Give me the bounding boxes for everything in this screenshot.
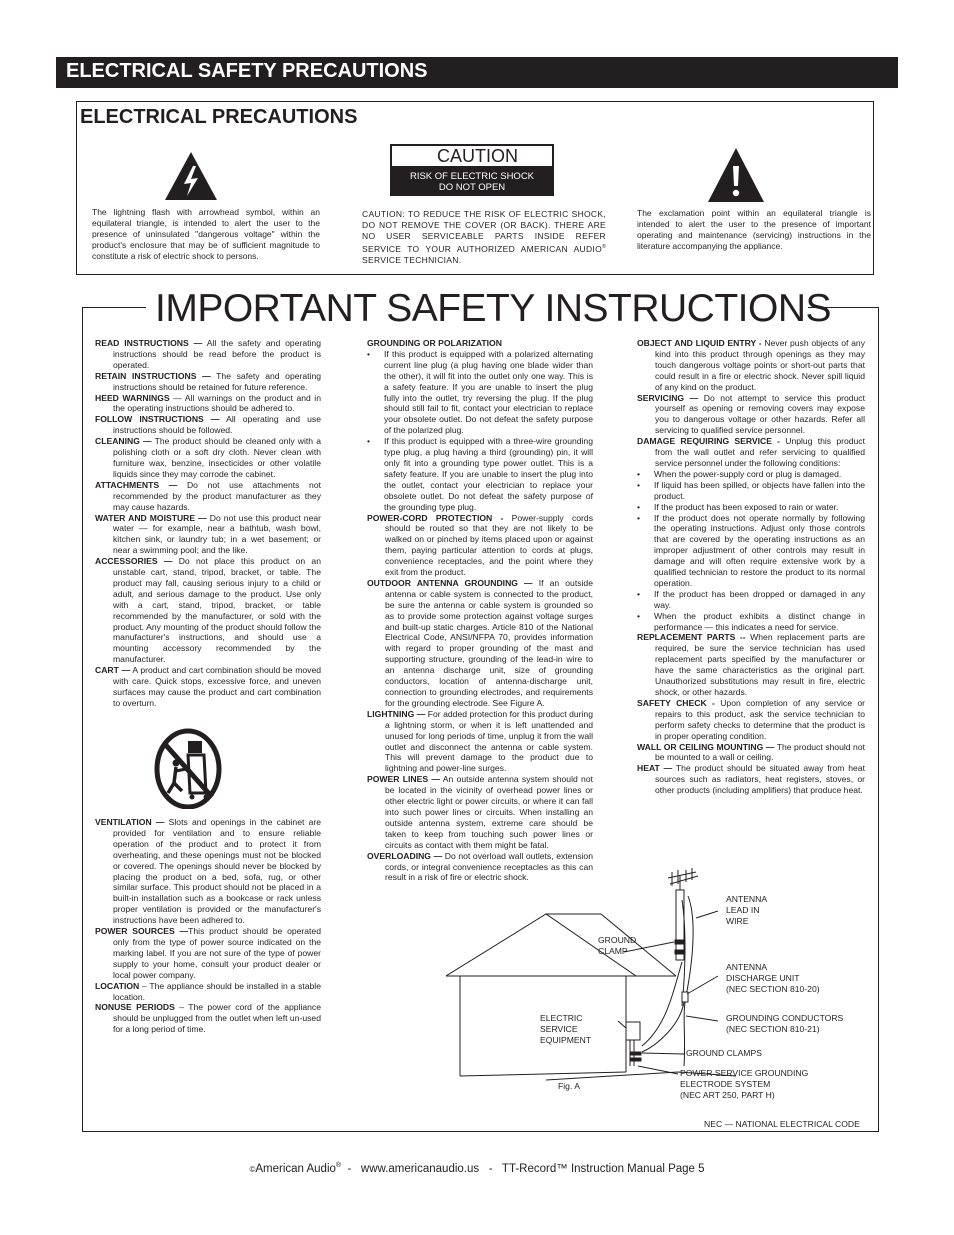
instruction-label: ACCESSORIES — bbox=[95, 556, 173, 567]
instruction-label: FOLLOW INSTRUCTIONS — bbox=[95, 414, 220, 425]
instruction-label: SAFETY CHECK - bbox=[637, 697, 715, 708]
instruction-text: An outside antenna system should not be located in the vicinity of overhead power lines or other electric light or power circuits, or where it can fall into such power lines or circuits. When installing an outside antenna system, extreme care should be taken to keep from touching such power lines or circuits as contact with them might be fatal. bbox=[385, 774, 593, 850]
label-grounding-electrode: POWER SERVICE GROUNDING ELECTRODE SYSTEM (NEC ART 250, PART H) bbox=[680, 1068, 809, 1100]
instruction-label: REPLACEMENT PARTS -- bbox=[637, 632, 746, 643]
column-3 bbox=[637, 338, 865, 796]
instruction-entry bbox=[95, 981, 321, 1003]
label-antenna-lead-in: ANTENNA LEAD IN WIRE bbox=[726, 894, 768, 926]
instruction-text: When replacement parts are required, be sure the service technician has used replacement parts specified by the manufacturer or have the same characteristics as the original part. Unauthorized substitutions may result in fire, electric shock, or other hazards. bbox=[655, 632, 865, 697]
section-header-title: ELECTRICAL SAFETY PRECAUTIONS bbox=[66, 60, 428, 82]
lightning-note: The lightning flash with arrowhead symbol, within an equilateral triangle, is intended to alert the user to the presence of uninsulated "dangerous voltage" within the product's enclosure that may be of sufficient magnitude to constitute a risk of electric shock to persons. bbox=[92, 207, 320, 261]
instruction-label: LOCATION bbox=[95, 980, 140, 991]
instruction-entry bbox=[95, 338, 321, 371]
label-discharge-unit: ANTENNA DISCHARGE UNIT (NEC SECTION 810-20) bbox=[726, 962, 820, 994]
instruction-text: Slots and openings in the cabinet are provided for ventilation and to ensure reliable operation of the product and to protect it from overheating, and these openings must not be blocked or covered. The openings should never be blocked by placing the product on a bed, sofa, rug, or other similar surface. This product should not be placed in a built-in installation such as a bookcase or rack unless proper ventilation is provided or the manufacturer's instructions have been adhered to. bbox=[113, 817, 321, 926]
instruction-text: — All warnings on the product and in the operating instructions should be adhered to. bbox=[113, 392, 322, 414]
instruction-text: This product should be operated only from the type of power source indicated on the marking label. If you are not sure of the type of power supply to your home, consult your product dealer or local power company. bbox=[113, 926, 321, 980]
instruction-label: READ INSTRUCTIONS — bbox=[95, 338, 203, 348]
instruction-text: Never push objects of any kind into this product through openings as they may touch dangerous voltage points or short-out parts that could result in a fire or electric shock. Never spill liquid of any kind on the product. bbox=[655, 338, 866, 392]
instruction-entry bbox=[637, 393, 865, 437]
instruction-label: NONUSE PERIODS bbox=[95, 1002, 175, 1013]
instruction-entry bbox=[95, 393, 321, 415]
column-1-bottom bbox=[95, 817, 321, 1035]
instruction-text: A product and cart combination should be moved with care. Quick stops, excessive force, and uneven surfaces may cause the product and cart combination to overturn. bbox=[113, 665, 321, 708]
nec-note: NEC — NATIONAL ELECTRICAL CODE bbox=[704, 1119, 860, 1129]
instruction-entry bbox=[95, 1002, 321, 1035]
instruction-text: Do not use this product near water — for example, near a bathtub, wash bowl, kitchen sink, or laundry tub; in a wet basement; or near a swimming pool; and the like. bbox=[113, 512, 321, 556]
instruction-text: Do not attempt to service this product yourself as opening or removing covers may expose you to dangerous voltage or other hazards. Refer all servicing to qualified service personnel. bbox=[655, 392, 865, 436]
instruction-text: The product should not be mounted to a wall or ceiling. bbox=[655, 741, 865, 763]
instruction-entry bbox=[637, 436, 865, 469]
instruction-label: POWER-CORD PROTECTION - bbox=[367, 512, 504, 523]
instruction-label: OBJECT AND LIQUID ENTRY - bbox=[637, 338, 762, 348]
lightning-warning-icon bbox=[163, 150, 219, 202]
instruction-entry bbox=[95, 665, 321, 709]
instruction-label: CLEANING — bbox=[95, 436, 152, 447]
caution-box bbox=[390, 144, 554, 196]
instruction-entry bbox=[95, 480, 321, 513]
instruction-label: HEAT — bbox=[637, 763, 673, 774]
caution-subtitle: RISK OF ELECTRIC SHOCK DO NOT OPEN bbox=[409, 171, 535, 193]
instruction-entry bbox=[367, 513, 593, 578]
column-1-top bbox=[95, 338, 321, 709]
column-2 bbox=[367, 338, 593, 883]
instruction-text: Do not place this product on an unstable cart, stand, tripod, bracket, or table. The product may fall, causing serious injury to a child or adult, and serious damage to the product. Use only with a cart, stand, tripod, bracket, or table recommended by the manufacturer, or sold with the product. Any mounting of the product should follow the manufacturer's instructions, and should use a mounting accessory recommended by the manufacturer. bbox=[113, 556, 321, 665]
instruction-entry bbox=[95, 513, 321, 557]
bullet-item: • If the product does not operate normally by following the operating instructions. Adjust only those controls that are covered by the operating instructions as an improper adjustment of other controls may result in damage and will often require extensive work by a qualified technician to restore the product to its normal operation. bbox=[637, 513, 865, 589]
bullet-item: • If liquid has been spilled, or objects have fallen into the product. bbox=[637, 480, 865, 502]
bullet-item: • If this product is equipped with a three-wire grounding type plug, a plug having a third (grounding) pin, it will only fit into a grounding type power outlet. This is a safety feature. If you are unable to insert the plug into the outlet, contact your electrician to replace your obsolete outlet. Do not defeat the safety purpose of the grounding type plug. bbox=[367, 436, 593, 512]
instruction-text: The product should be cleaned only with a polishing cloth or a soft dry cloth. Never clean with furniture wax, benzine, insecticides or other volatile liquids since they may corrode the cabinet. bbox=[113, 436, 322, 479]
instruction-entry bbox=[637, 632, 865, 697]
instruction-text: – The power cord of the appliance should be unplugged from the outlet when left un-used for a long period of time. bbox=[113, 1002, 321, 1035]
label-service-equipment: ELECTRIC SERVICE EQUIPMENT bbox=[540, 1013, 592, 1045]
bullet-item: • If this product is equipped with a polarized alternating current line plug (a plug having one blade wider than the other), it will fit into the outlet only one way. This is a safety feature. If you are unable to insert the plug fully into the outlet, try reversing the plug. If the plug should still fail to fit, contact your electrician to replace your obsolete outlet. Do not defeat the safety purpose of the polarized plug. bbox=[367, 349, 593, 436]
precautions-title: ELECTRICAL PRECAUTIONS bbox=[80, 106, 358, 128]
cart-tipover-warning-icon bbox=[154, 725, 222, 809]
instruction-label: POWER LINES — bbox=[367, 774, 440, 785]
bullet-item: • If the product has been exposed to rain or water. bbox=[637, 502, 865, 513]
instruction-label: DAMAGE REQUIRING SERVICE - bbox=[637, 436, 781, 447]
instruction-entry bbox=[95, 414, 321, 436]
instruction-label: HEED WARNINGS bbox=[95, 392, 170, 403]
instruction-label: ATTACHMENTS — bbox=[95, 479, 178, 490]
instruction-entry bbox=[95, 556, 321, 665]
instruction-text: Do not overload wall outlets, extension cords, or integral convenience receptacles as this can result in a risk of fire or electric shock. bbox=[385, 850, 593, 883]
antenna-grounding-diagram bbox=[446, 866, 736, 1101]
instruction-entry bbox=[95, 436, 321, 480]
label-ground-clamps: GROUND CLAMPS bbox=[686, 1048, 762, 1058]
instruction-label: OUTDOOR ANTENNA GROUNDING — bbox=[367, 577, 533, 588]
instruction-label: POWER SOURCES — bbox=[95, 926, 189, 937]
instruction-entry bbox=[367, 578, 593, 709]
instruction-entry bbox=[367, 774, 593, 850]
instruction-entry bbox=[95, 371, 321, 393]
label-grounding-conductors: GROUNDING CONDUCTORS (NEC SECTION 810-21) bbox=[726, 1013, 844, 1034]
instruction-text: For added protection for this product during a lightning storm, or when it is left unattended and unused for long periods of time, unplug it from the wall outlet and disconnect the antenna or cable system. This will prevent damage to the product due to lightning and power-line surges. bbox=[385, 708, 593, 774]
instruction-text: All the safety and operating instructions should be read before the product is operated. bbox=[113, 338, 321, 370]
instruction-text: Unplug this product from the wall outlet and refer servicing to qualified service personnel under the following conditions: bbox=[655, 436, 865, 468]
instruction-label: WALL OR CEILING MOUNTING — bbox=[637, 741, 775, 752]
instruction-entry bbox=[637, 763, 865, 796]
instruction-label: WATER AND MOISTURE — bbox=[95, 512, 207, 523]
page-footer: ©American Audio® - www.americanaudio.us - TT-Record™ Instruction Manual Page 5 bbox=[249, 1162, 705, 1175]
instruction-entry bbox=[95, 926, 321, 981]
instruction-text: The safety and operating instructions should be retained for future reference. bbox=[113, 370, 322, 392]
instruction-text: Power-supply cords should be routed so that they are not likely to be walked on or pinched by items placed upon or against them, paying particular attention to cords at plugs, convenience receptacles, and the point where they exit from the product. bbox=[385, 512, 593, 578]
instruction-text: All operating and use instructions should be followed. bbox=[113, 414, 321, 436]
instruction-text: – The appliance should be installed in a stable location. bbox=[113, 980, 321, 1002]
instruction-label: VENTILATION — bbox=[95, 817, 165, 827]
bullet-item: • If the product has been dropped or damaged in any way. bbox=[637, 589, 865, 611]
caution-label: CAUTION bbox=[392, 146, 552, 166]
instruction-entry bbox=[637, 698, 865, 742]
instruction-label: CART — bbox=[95, 665, 131, 676]
instruction-text: Do not use attachments not recommended by the product manufacturer as they may cause hazards. bbox=[113, 479, 321, 512]
caution-text: CAUTION: TO REDUCE THE RISK OF ELECTRIC SHOCK, DO NOT REMOVE THE COVER (OR BACK). THERE ARE NO USER SERVICEABLE PARTS INSIDE REFER SERVICE TO YOUR AUTHORIZED AMERICAN AUDIO® SERVICE TECHNICIAN. bbox=[362, 209, 606, 265]
exclamation-note: The exclamation point within an equilateral triangle is intended to alert the user to the presence of important operating and maintenance (servicing) instructions in the literature accompanying the appliance. bbox=[637, 208, 871, 251]
instruction-entry bbox=[367, 709, 593, 774]
instruction-label: LIGHTNING — bbox=[367, 708, 426, 719]
instruction-entry bbox=[637, 338, 865, 393]
instruction-label: OVERLOADING — bbox=[367, 850, 443, 861]
bullet-item: • When the power-supply cord or plug is damaged. bbox=[637, 469, 865, 480]
exclamation-warning-icon bbox=[706, 146, 766, 204]
instruction-label: RETAIN INSTRUCTIONS — bbox=[95, 370, 211, 381]
label-ground-clamp: GROUND CLAMP bbox=[598, 935, 637, 956]
instruction-entry bbox=[95, 817, 321, 926]
instruction-entry bbox=[637, 742, 865, 764]
section-header-bar bbox=[56, 57, 898, 88]
instruction-label: SERVICING — bbox=[637, 392, 699, 403]
instructions-title: IMPORTANT SAFETY INSTRUCTIONS bbox=[155, 287, 832, 330]
figure-caption: Fig. A bbox=[558, 1081, 580, 1091]
instruction-text: The product should be situated away from heat sources such as radiators, heat registers, stoves, or other products (including amplifiers) that produce heat. bbox=[655, 763, 865, 796]
grounding-heading: GROUNDING OR POLARIZATION bbox=[367, 338, 502, 348]
instruction-text: If an outside antenna or cable system is connected to the product, be sure the antenna or cable system is grounded so as to provide some protection against voltage surges and built-up static charges. Article 810 of the National Electrical Code, ANSI/NFPA 70, provides information with regard to proper grounding of the mast and supporting structure, grounding of the lead-in wire to an antenna discharge unit, size of grounding conductors, location of antenna-discharge unit, connection to grounding electrodes, and requirements for the grounding electrode. See Figure A. bbox=[385, 577, 593, 708]
bullet-item: • When the product exhibits a distinct change in performance — this indicates a need for service. bbox=[637, 611, 865, 633]
instruction-text: Upon completion of any service or repairs to this product, ask the service technician to perform safety checks to determine that the product is in proper operating condition. bbox=[655, 697, 865, 741]
title-rule-left bbox=[82, 307, 146, 308]
